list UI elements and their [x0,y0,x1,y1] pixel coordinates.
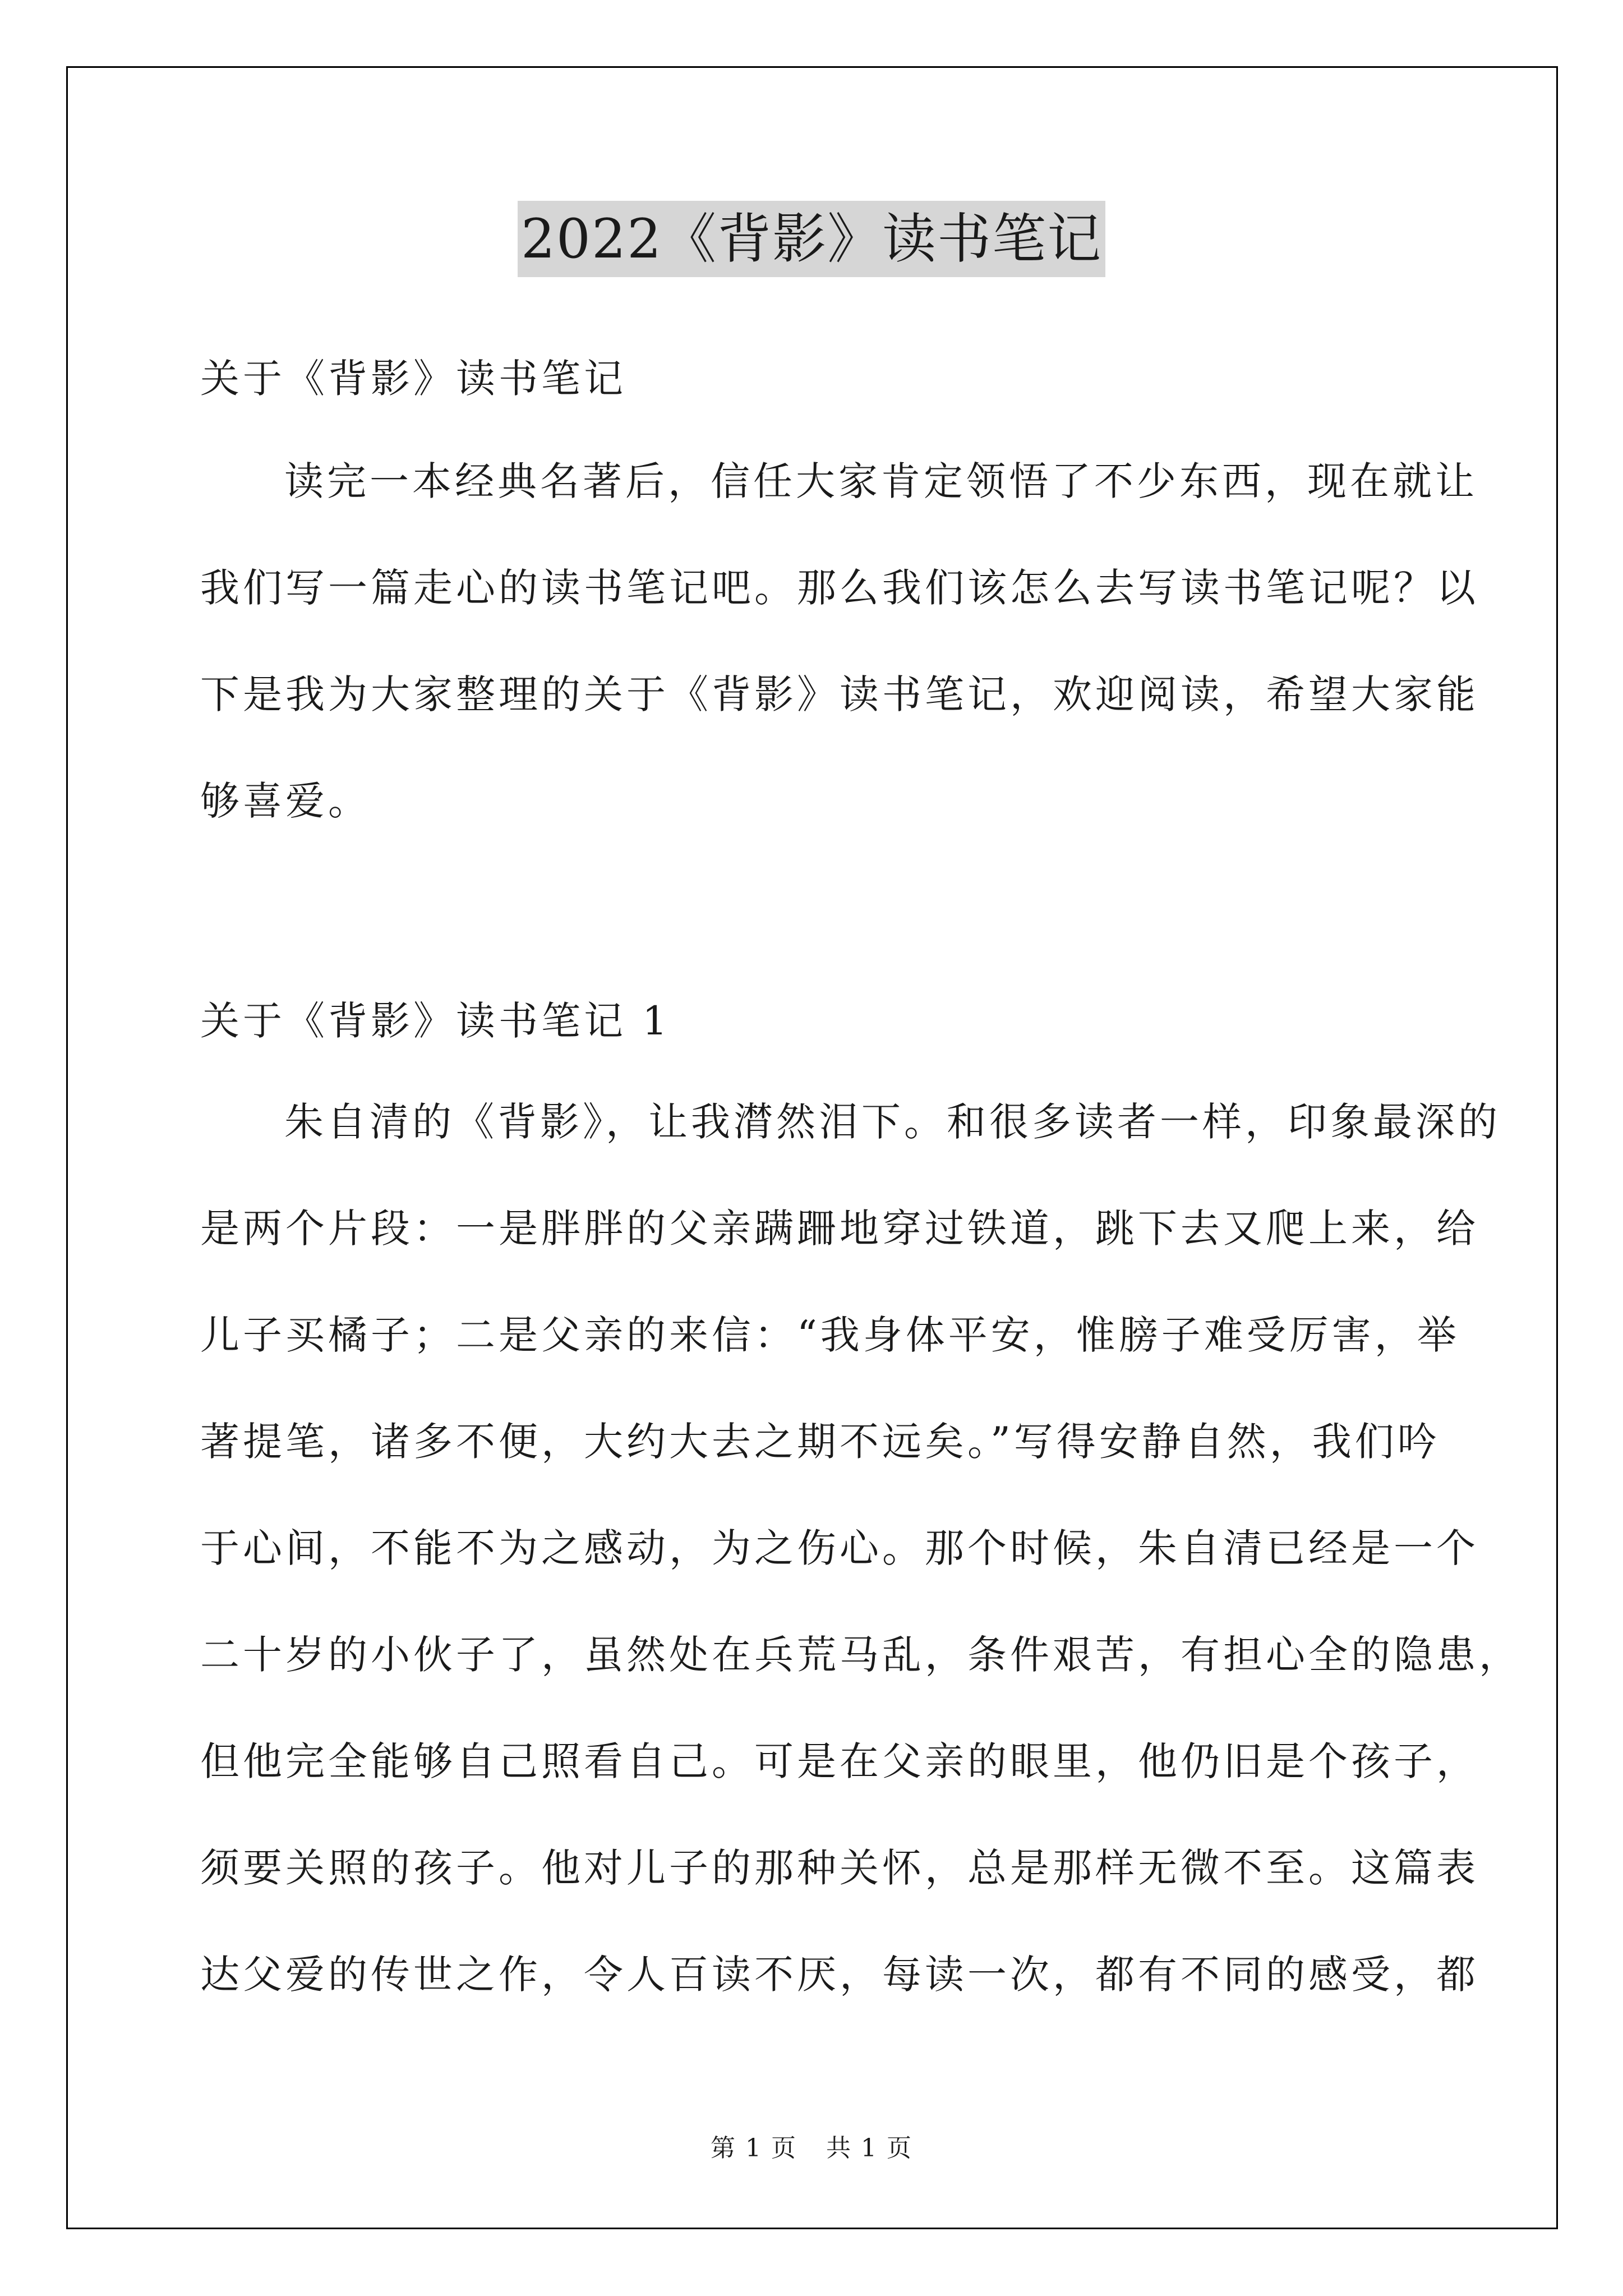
paragraph-line: 儿子买橘子；二是父亲的来信：“我身体平安，惟膀子难受厉害，举 [200,1312,1460,1358]
page-number: 第 1 页 [711,2134,797,2162]
paragraph-line: 著提笔，诸多不便，大约大去之期不远矣。”写得安静自然，我们吟 [200,1419,1440,1465]
paragraph-line: 读完一本经典名著后，信任大家肯定领悟了不少东西，现在就让 [284,458,1478,504]
body-paragraph [200,1094,1521,2053]
paragraph-line: 够喜爱。 [200,778,371,824]
paragraph-line: 是两个片段：一是胖胖的父亲蹒跚地穿过铁道，跳下去又爬上来，给 [200,1205,1479,1251]
section-heading-1: 关于《背影》读书笔记 [200,356,626,402]
intro-paragraph [200,453,1479,880]
paragraph-line: 须要关照的孩子。他对儿子的那种关怀，总是那样无微不至。这篇表 [200,1845,1479,1891]
paragraph-line: 我们写一篇走心的读书笔记吧。那么我们该怎么去写读书笔记呢？以 [200,565,1479,611]
paragraph-line: 朱自清的《背影》，让我潸然泪下。和很多读者一样，印象最深的 [284,1099,1501,1145]
paragraph-line: 但他完全能够自己照看自己。可是在父亲的眼里，他仍旧是个孩子， [200,1738,1479,1784]
section-heading-2: 关于《背影》读书笔记 1 [200,998,671,1044]
paragraph-line: 达父爱的传世之作，令人百读不厌，每读一次，都有不同的感受，都 [200,1952,1479,1998]
page-total: 共 1 页 [826,2134,912,2162]
document-title: 2022《背影》读书笔记 [518,201,1105,277]
page-footer [0,2132,1623,2165]
title-container [0,201,1623,277]
paragraph-line: 下是我为大家整理的关于《背影》读书笔记，欢迎阅读，希望大家能 [200,671,1479,717]
paragraph-line: 于心间，不能不为之感动，为之伤心。那个时候，朱自清已经是一个 [200,1525,1479,1571]
paragraph-line: 二十岁的小伙子了，虽然处在兵荒马乱，条件艰苦，有担心全的隐患， [200,1632,1521,1678]
